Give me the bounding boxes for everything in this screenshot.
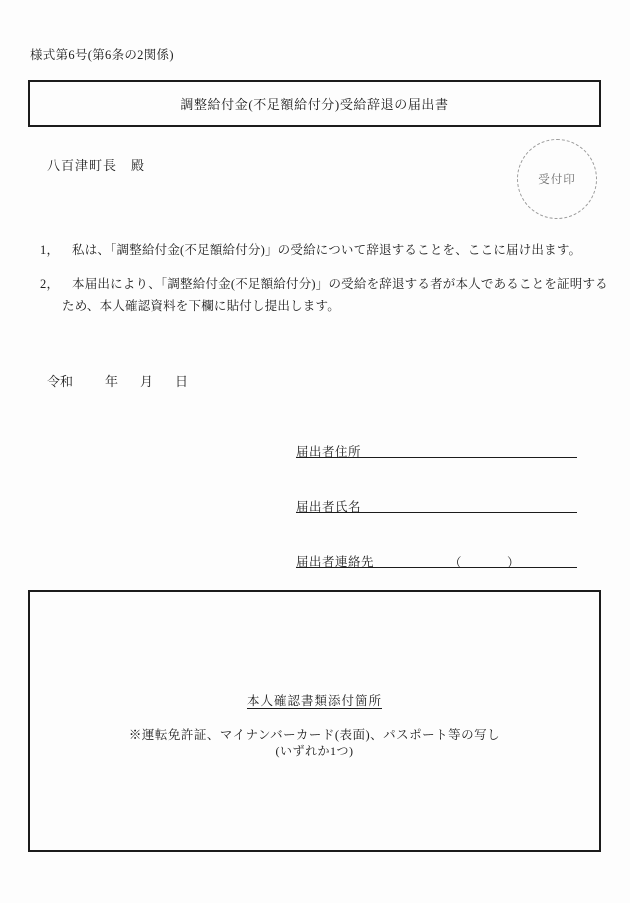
date-day-label: 日: [175, 374, 189, 389]
form-title: 調整給付金(不足額給付分)受給辞退の届出書: [180, 97, 449, 112]
reception-stamp-label: 受付印: [538, 174, 576, 186]
attachment-box-note-line-2: (いずれか1つ): [275, 744, 354, 758]
id-document-attachment-box: [28, 590, 601, 852]
clause-2-line-1: [40, 277, 608, 291]
clause-1-text: 私は、「調整給付金(不足額給付分)」の受給について辞退することを、ここに届け出ます。: [72, 243, 582, 257]
field-declarant-address: [296, 447, 577, 458]
field-declarant-contact-parens: （ ）: [449, 556, 522, 570]
field-declarant-name-label: 届出者氏名: [296, 500, 362, 514]
form-number: 様式第6号(第6条の2関係): [30, 48, 174, 62]
clause-1-number: 1，: [40, 243, 60, 257]
field-declarant-contact-label: 届出者連絡先: [296, 555, 375, 569]
clause-2-text-line-1: 本届出により、「調整給付金(不足額給付分)」の受給を辞退する者が本人であることを証明する: [72, 277, 608, 291]
clause-2-line-2: ため、本人確認資料を下欄に貼付し提出します。: [62, 299, 340, 313]
reception-stamp-circle: [517, 139, 597, 219]
date-era-label: 令和: [47, 374, 74, 389]
clause-2-number: 2，: [40, 277, 60, 291]
field-declarant-name: [296, 502, 577, 513]
addressee: 八百津町長 殿: [47, 158, 146, 173]
date-year-label: 年: [105, 374, 119, 389]
attachment-box-heading: 本人確認書類添付箇所: [246, 694, 382, 708]
attachment-box-note-line-1: ※運転免許証、マイナンバーカード(表面)、パスポート等の写し: [128, 728, 501, 742]
clause-1: [40, 243, 581, 257]
date-month-label: 月: [140, 374, 154, 389]
title-box: [28, 80, 601, 127]
field-declarant-contact: [296, 557, 577, 568]
field-declarant-address-label: 届出者住所: [296, 445, 362, 459]
